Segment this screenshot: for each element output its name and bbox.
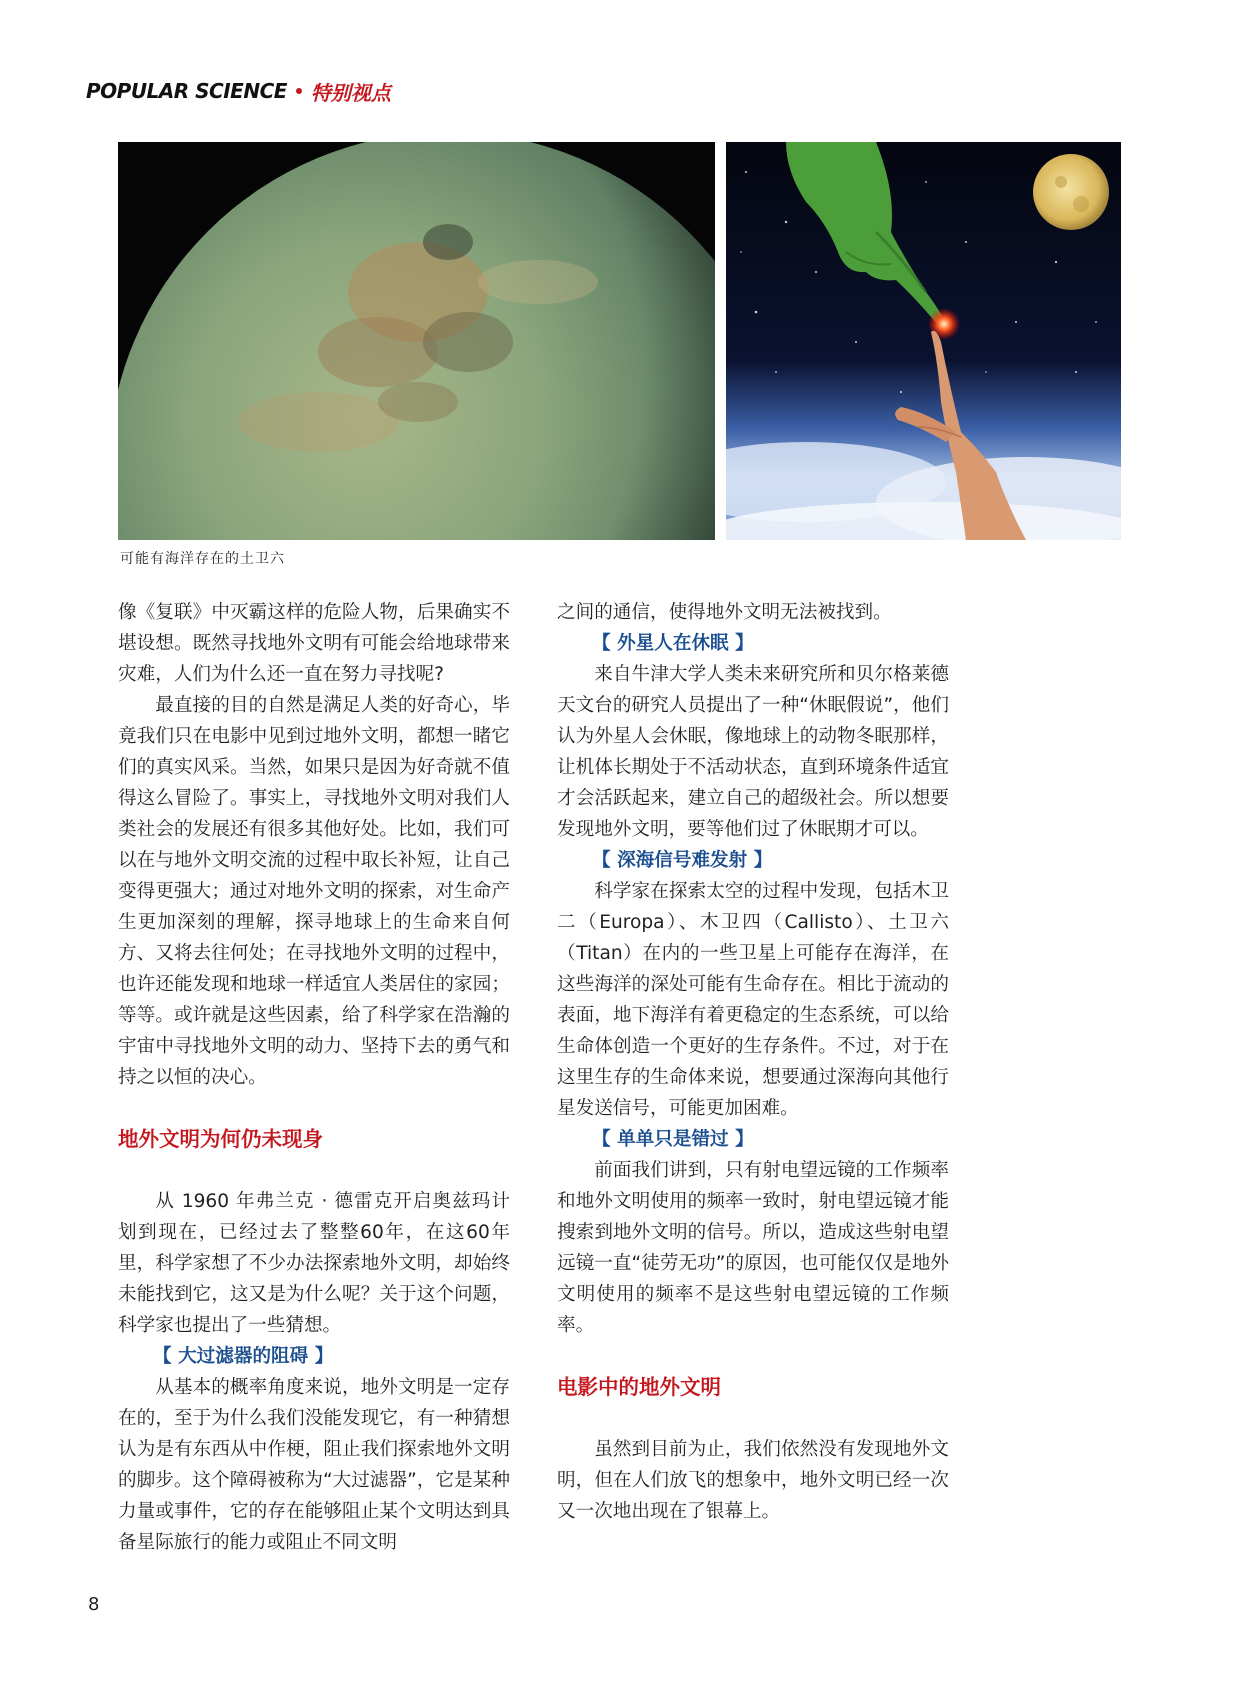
- spacer: [118, 1155, 510, 1186]
- alien-hand-image: [726, 142, 1121, 540]
- image-caption: 可能有海洋存在的土卫六: [120, 551, 285, 567]
- right-paragraph-4: 前面我们讲到，只有射电望远镜的工作频率和地外文明使用的频率一致时，射电望远镜才能搜索到地外文明的信号。所以，造成这些射电望远镜一直“徒劳无功”的原因，也可能仅仅是地外文明使用的频率不是这些射电望远镜的工作频率。: [557, 1160, 949, 1336]
- header-separator-dot: [296, 88, 302, 94]
- right-paragraph-5: 虽然到目前为止，我们依然没有发现地外文明，但在人们放飞的想象中，地外文明已经一次又一次地出现在了银幕上。: [557, 1439, 949, 1522]
- section-heading-aliens-in-film: 电影中的地外文明: [557, 1375, 721, 1399]
- titan-image: [118, 142, 715, 540]
- section-heading-why-not-found: 地外文明为何仍未现身: [118, 1127, 323, 1151]
- left-column: [118, 597, 510, 1558]
- subheading-aliens-hibernating: 【 外星人在休眠 】: [592, 633, 754, 654]
- left-paragraph-2: 最直接的目的自然是满足人类的好奇心，毕竟我们只在电影中见到过地外文明，都想一睹它们的真实风采。当然，如果只是因为好奇就不值得这么冒险了。事实上，寻找地外文明对我们人类社会的发展还有很多其他好处。比如，我们可以在与地外文明交流的过程中取长补短，让自己变得更强大；通过对地外文明的探索，对生命产生更加深刻的理解，探寻地球上的生命来自何方、又将去往何处；在寻找地外文明的过程中，也许还能发现和地球一样适宜人类居住的家园；等等。或许就是这些因素，给了科学家在浩瀚的宇宙中寻找地外文明的动力、坚持下去的勇气和持之以恒的决心。: [118, 695, 510, 1088]
- subheading-just-missed: 【 单单只是错过 】: [592, 1129, 754, 1150]
- page-header: [86, 76, 391, 106]
- subheading-deep-sea-signal: 【 深海信号难发射 】: [592, 850, 773, 871]
- left-paragraph-1: 像《复联》中灭霸这样的危险人物，后果确实不堪设想。既然寻找地外文明有可能会给地球带来灾难，人们为什么还一直在努力寻找呢?: [118, 602, 510, 685]
- left-paragraph-4: 从基本的概率角度来说，地外文明是一定存在的，至于为什么我们没能发现它，有一种猜想认为是有东西从中作梗，阻止我们探索地外文明的脚步。这个障碍被称为“大过滤器”，它是某种力量或事件，它的存在能够阻止某个文明达到具备星际旅行的能力或阻止不同文明: [118, 1377, 510, 1553]
- right-paragraph-1: 之间的通信，使得地外文明无法被找到。: [557, 602, 892, 623]
- spacer: [557, 1403, 949, 1434]
- right-column: [557, 597, 949, 1527]
- subheading-great-filter: 【 大过滤器的阻碍 】: [153, 1346, 334, 1367]
- left-paragraph-3: 从 1960 年弗兰克 · 德雷克开启奥兹玛计划到现在，已经过去了整整60年，在这60年里，科学家想了不少办法探索地外文明，却始终未能找到它，这又是为什么呢？关于这个问题，科学家也提出了一些猜想。: [118, 1191, 510, 1336]
- page-number: 8: [88, 1594, 100, 1615]
- spacer: [557, 1341, 949, 1372]
- right-paragraph-2: 来自牛津大学人类未来研究所和贝尔格莱德天文台的研究人员提出了一种“休眠假说”，他们认为外星人会休眠，像地球上的动物冬眠那样，让机体长期处于不活动状态，直到环境条件适宜才会活跃起来，建立自己的超级社会。所以想要发现地外文明，要等他们过了休眠期才可以。: [557, 664, 949, 840]
- section-title: 特别视点: [310, 80, 391, 105]
- right-paragraph-3: 科学家在探索太空的过程中发现，包括木卫二（Europa）、木卫四（Callisto）、土卫六（Titan）在内的一些卫星上可能存在海洋，在这些海洋的深处可能有生命存在。相比于流动的表面，地下海洋有着更稳定的生态系统，可以给生命体创造一个更好的生存条件。不过，对于在这里生存的生命体来说，想要通过深海向其他行星发送信号，可能更加困难。: [557, 881, 949, 1119]
- spacer: [118, 1093, 510, 1124]
- magazine-brand: POPULAR SCIENCE: [86, 79, 287, 103]
